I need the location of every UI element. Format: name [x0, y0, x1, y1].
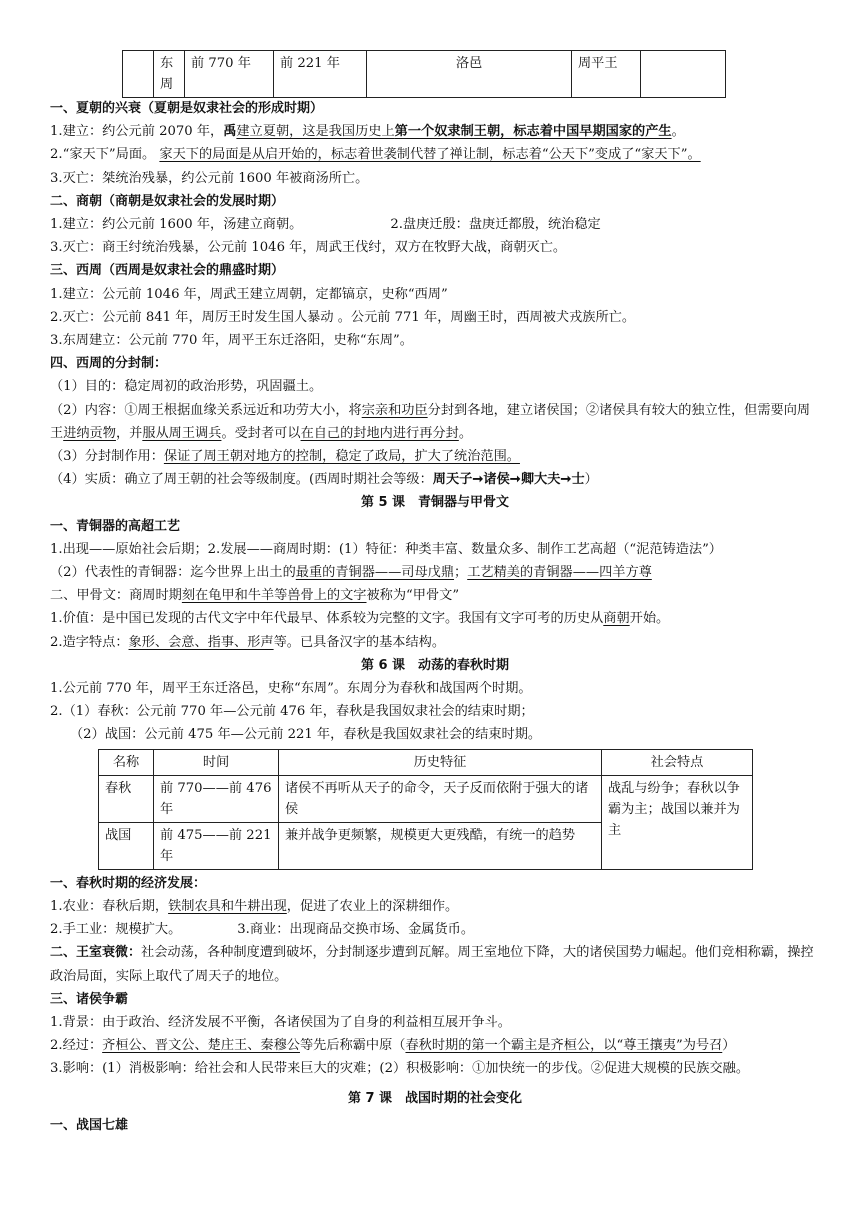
- lesson-title: 第 5 课 青铜器与甲骨文: [360, 495, 510, 511]
- section-heading: 一、战国七雄: [50, 1117, 129, 1133]
- table-header-row: [99, 749, 753, 775]
- document-body: [50, 97, 820, 1137]
- paragraph: 2.手工业：规模扩大。 3.商业：出现商品交换市场、金属货币。: [50, 922, 475, 938]
- paragraph: 1.公元前 770 年，周平王东迁洛邑，史称“东周”。东周分为春秋和战国两个时期。: [50, 681, 532, 697]
- table-cell: 周平王: [572, 51, 641, 98]
- paragraph: 2.“家天下”局面。 家天下的局面是从启开始的，标志着世袭制代替了禅让制，标志着“公天下”变成了“家天下”。: [50, 147, 701, 163]
- table-row: [99, 775, 753, 822]
- paragraph: 1.价值：是中国已发现的古代文字中年代最早、体系较为完整的文字。我国有文字可考的历史从商朝开始。: [50, 611, 670, 627]
- paragraph: （4）实质：确立了周王朝的社会等级制度。(西周时期社会等级：周天子➞诸侯➞卿大夫➞士）: [50, 472, 598, 488]
- paragraph: 3.影响：(1）消极影响：给社会和人民带来巨大的灾难；(2）积极影响：①加快统一的步伐。②促进大规模的民族交融。: [50, 1061, 750, 1077]
- table-cell: 前 770——前 476 年: [154, 775, 279, 822]
- paragraph: 1.建立：约公元前 1600 年，汤建立商朝。 2.盘庚迁殷：盘庚迁都殷，统治稳定: [50, 217, 601, 233]
- table-cell-empty: [123, 51, 154, 98]
- paragraph: 2.灭亡：公元前 841 年，周厉王时发生国人暴动 。公元前 771 年，周幽王时，西周被犬戎族所亡。: [50, 309, 636, 325]
- section-heading: 一、春秋时期的经济发展：: [50, 875, 207, 891]
- paragraph: 2.（1）春秋：公元前 770 年—公元前 476 年，春秋是我国奴隶社会的结束时期；: [50, 704, 534, 720]
- table-cell: 洛邑: [367, 51, 572, 98]
- table-header: 名称: [99, 749, 154, 775]
- table-cell: [641, 51, 726, 98]
- section-heading-xizhou: 三、西周（西周是奴隶社会的鼎盛时期）: [50, 263, 285, 279]
- paragraph: 1.背景：由于政治、经济发展不平衡，各诸侯国为了自身的利益相互展开争斗。: [50, 1014, 511, 1030]
- table-cell: 兼并战争更频繁，规模更大更残酷，有统一的趋势: [279, 822, 602, 869]
- paragraph: 1.出现——原始社会后期；2.发展——商周时期：(1）特征：种类丰富、数量众多、制作工艺高超（“泥范铸造法”）: [50, 541, 722, 557]
- paragraph: （2）内容：①周王根据血缘关系远近和功劳大小，将宗亲和功臣分封到各地，建立诸侯国；②诸侯具有较大的独立性，但需要向周王进纳贡物，并服从周王调兵。受封者可以在自己的封地内进行再分封。: [50, 402, 811, 441]
- table-header: 历史特征: [279, 749, 602, 775]
- dynasty-table-fragment: [122, 50, 726, 98]
- paragraph: 3.东周建立：公元前 770 年，周平王东迁洛阳，史称“东周”。: [50, 333, 413, 349]
- lesson-title: 第 7 课 战国时期的社会变化: [347, 1090, 523, 1106]
- paragraph: 3.灭亡：桀统治残暴，约公元前 1600 年被商汤所亡。: [50, 170, 369, 186]
- table-row: [123, 51, 726, 98]
- paragraph: 二、甲骨文：商周时期刻在龟甲和牛羊等兽骨上的文字被称为“甲骨文”: [50, 588, 460, 604]
- table-cell: 战国: [99, 822, 154, 869]
- chunqiu-zhanguo-table: [98, 749, 753, 870]
- paragraph: （3）分封制作用：保证了周王朝对地方的控制，稳定了政局，扩大了统治范围。: [50, 449, 520, 465]
- lesson-title: 第 6 课 动荡的春秋时期: [360, 657, 510, 673]
- table-header: 社会特点: [602, 749, 753, 775]
- table-header: 时间: [154, 749, 279, 775]
- table-cell: 前 770 年: [185, 51, 274, 98]
- paragraph: （2）代表性的青铜器：迄今世界上出土的最重的青铜器——司母戊鼎；工艺精美的青铜器——四羊方尊: [50, 565, 652, 581]
- table-cell: 前 475——前 221 年: [154, 822, 279, 869]
- paragraph: （2）战国：公元前 475 年—公元前 221 年，春秋是我国奴隶社会的结束时期。: [70, 727, 542, 743]
- section-heading: 一、青铜器的高超工艺: [50, 518, 181, 534]
- paragraph: 1.农业：春秋后期，铁制农具和牛耕出现，促进了农业上的深耕细作。: [50, 898, 459, 914]
- section-heading-fenfeng: 四、西周的分封制：: [50, 356, 168, 372]
- paragraph: 2.造字特点：象形、会意、指事、形声等。已具备汉字的基本结构。: [50, 634, 446, 650]
- paragraph: 1.建立：公元前 1046 年，周武王建立周朝，定都镐京，史称“西周”: [50, 286, 448, 302]
- section-heading-xia: 一、夏朝的兴衰（夏朝是奴隶社会的形成时期）: [50, 101, 324, 116]
- table-cell: 前 221 年: [274, 51, 367, 98]
- table-cell: 诸侯不再听从天子的命令，天子反而依附于强大的诸侯: [279, 775, 602, 822]
- paragraph: 二、王室衰微：社会动荡，各种制度遭到破坏，分封制逐步遭到瓦解。周王室地位下降，大的诸侯国势力崛起。他们竞相称霸，操控政治局面，实际上取代了周天子的地位。: [50, 945, 814, 984]
- paragraph: 1.建立：约公元前 2070 年，禹建立夏朝，这是我国历史上第一个奴隶制王朝，标志着中国早期国家的产生。: [50, 124, 685, 140]
- section-heading: 三、诸侯争霸: [50, 991, 129, 1007]
- paragraph: 3.灭亡：商王纣统治残暴，公元前 1046 年，周武王伐纣，双方在牧野大战，商朝灭亡。: [50, 240, 567, 256]
- paragraph: （1）目的：稳定周初的政治形势，巩固疆土。: [50, 379, 323, 395]
- table-cell: 春秋: [99, 775, 154, 822]
- table-cell: 战乱与纷争；春秋以争霸为主；战国以兼并为主: [602, 775, 753, 869]
- section-heading-shang: 二、商朝（商朝是奴隶社会的发展时期）: [50, 193, 285, 209]
- paragraph: 2.经过：齐桓公、晋文公、楚庄王、秦穆公等先后称霸中原（春秋时期的第一个霸主是齐桓公，以“尊王攘夷”为号召）: [50, 1038, 736, 1054]
- table-cell: 东周: [154, 51, 185, 98]
